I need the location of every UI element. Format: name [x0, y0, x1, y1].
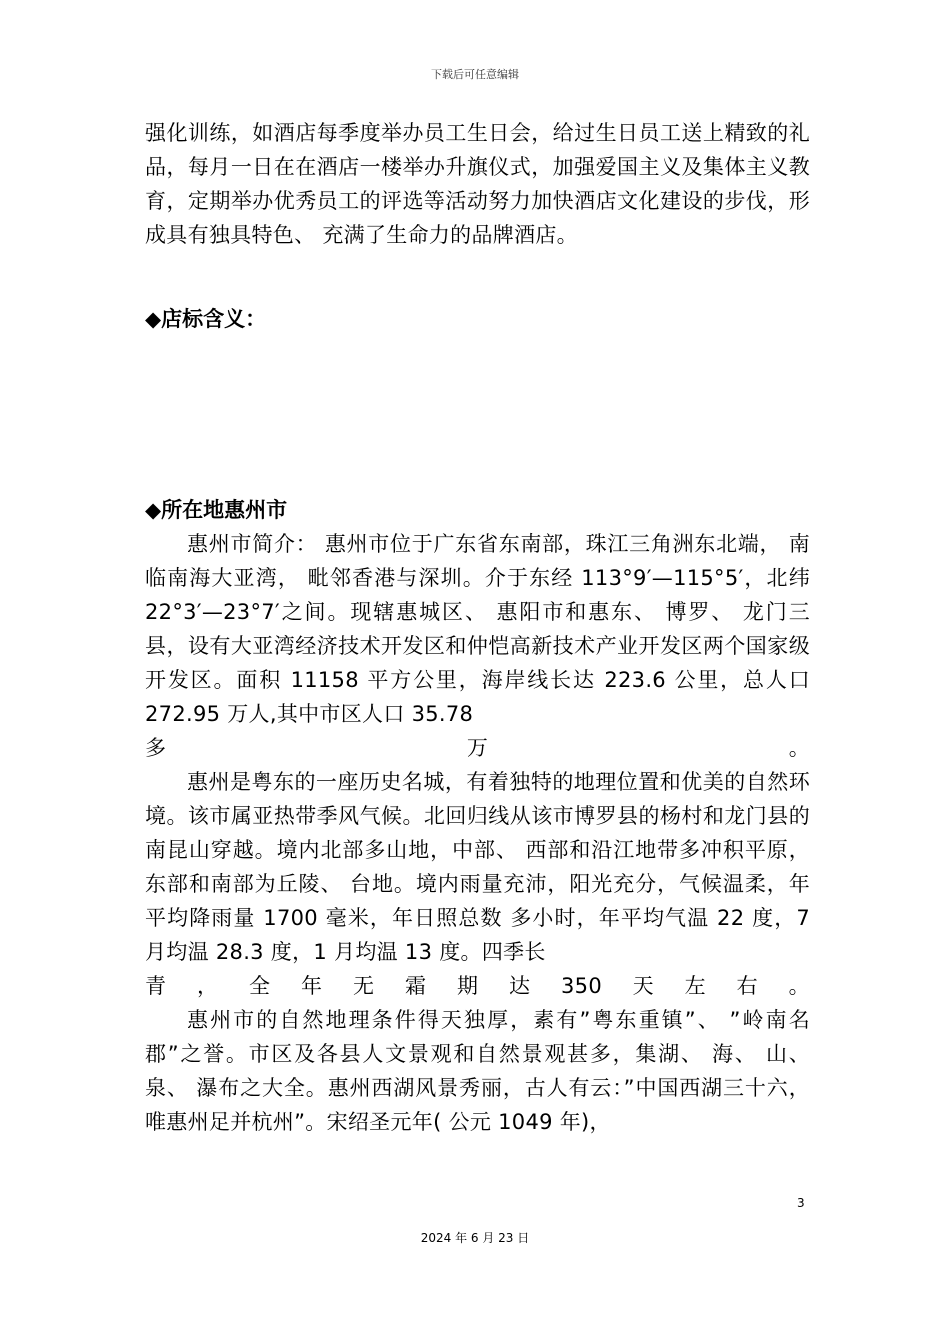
- page-number: 3: [797, 1196, 805, 1210]
- justified-word: 左: [684, 974, 706, 998]
- justified-word: 350: [561, 974, 602, 998]
- justified-word: ，: [197, 974, 219, 998]
- justified-word: 青: [145, 974, 167, 998]
- heading-logo-meaning: ◆店标含义：: [145, 307, 267, 331]
- page-footer-date: 2024 年 6 月 23 日: [420, 1231, 530, 1245]
- heading-huizhou-city: ◆所在地惠州市: [145, 498, 288, 522]
- justified-word: 期: [457, 974, 479, 998]
- justified-word: 达: [509, 974, 531, 998]
- intro-paragraph: 强化训练，如酒店每季度举办员工生日会，给过生日员工送上精致的礼品，每月一日在在酒店一楼举办升旗仪式，加强爱国主义及集体主义教育，定期举办优秀员工的评选等活动努力加快酒店文化建设的步伐，形成具有独具特色、 充满了生命力的品牌酒店。: [145, 121, 810, 247]
- city-intro-paragraph: 惠州市简介： 惠州市位于广东省东南部，珠江三角洲东北端， 南临南海大亚湾， 毗邻香港与深圳。介于东经 113°9′—115°5′，北纬 22°3′—23°7′之间。现辖惠城区、 惠阳市和惠东、 博罗、 龙门三县，设有大亚湾经济技术开发区和仲恺高新技术产业开发区两个国家级开发区。面积 11158 平方公里，海岸线长达 223.6 公里，总人口 272.95 万人,其中市区人口 35.78: [145, 532, 810, 726]
- justified-word: 。: [788, 736, 810, 760]
- justified-word: 多: [145, 736, 167, 760]
- page-header: 下载后可任意编辑: [431, 68, 519, 81]
- city-intro-last-line: [145, 731, 810, 765]
- justified-word: 万: [466, 736, 489, 760]
- history-climate-paragraph: 惠州是粤东的一座历史名城，有着独特的地理位置和优美的自然环境。该市属亚热带季风气候。北回归线从该市博罗县的杨村和龙门县的南昆山穿越。境内北部多山地，中部、 西部和沿江地带多冲积平原，东部和南部为丘陵、 台地。境内雨量充沛，阳光充分，气候温柔，年平均降雨量 1700 毫米，年日照总数 多小时，年平均气温 22 度，7 月均温 28.3 度，1 月均温 13 度。四季长: [145, 770, 810, 964]
- scenery-paragraph: 惠州市的自然地理条件得天独厚，素有”粤东重镇”、 ”岭南名郡”之誉。市区及各县人文景观和自然景观甚多，集湖、 海、 山、 泉、 瀑布之大全。惠州西湖风景秀丽，古人有云：”中国西湖三十六，唯惠州足并杭州”。宋绍圣元年( 公元 1049 年)，: [145, 1008, 810, 1134]
- justified-word: 。: [788, 974, 810, 998]
- city-section: [145, 527, 810, 1139]
- justified-word: 右: [736, 974, 758, 998]
- justified-word: 霜: [405, 974, 427, 998]
- justified-word: 天: [632, 974, 654, 998]
- justified-word: 全: [249, 974, 271, 998]
- history-climate-last-line: [145, 969, 810, 1003]
- justified-word: 无: [353, 974, 375, 998]
- justified-word: 年: [301, 974, 323, 998]
